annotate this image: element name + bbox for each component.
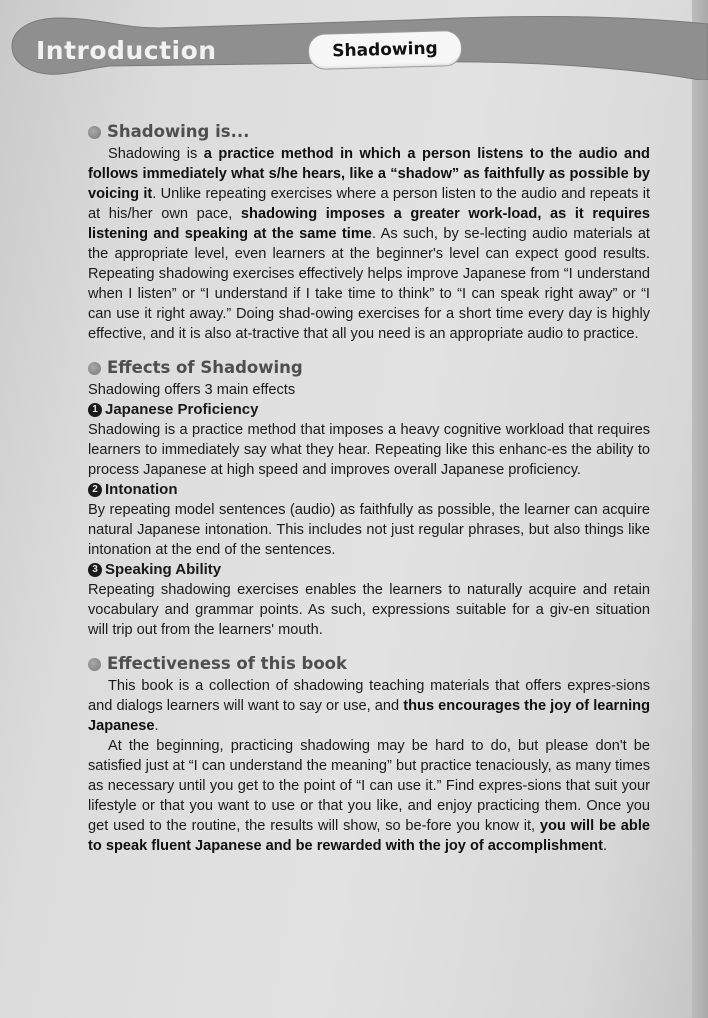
circle-bullet-icon — [88, 126, 101, 139]
section-heading — [88, 120, 650, 144]
circle-bullet-icon — [88, 658, 101, 671]
text-run: . As such, by se-lecting audio materials at the appropriate level, even learners at the beginner's level can expect good results. Repeating shadowing exercises effectively helps improve Japanese from “I understand when I listen” or “I understand if I take time to think” to “I can speak right away” or “I can use it right away.” Doing shad-owing exercises for a short time every day is highly effective, and it is also at-tractive that all you need is an appropriate audio to practice. — [88, 226, 650, 342]
effect-text: Shadowing is a practice method that imposes a heavy cognitive workload that requires learners to immediately say what they hear. Repeating like this enhanc-es the ability to process Japanese at high speed and improves overall Japanese proficiency. — [88, 422, 650, 478]
section-effectiveness — [88, 652, 650, 856]
effect-text: Repeating shadowing exercises enables the learners to naturally acquire and retain vocabulary and grammar points. As such, expressions suitable for a giv-en situation will trip out from the learners' mouth. — [88, 582, 650, 638]
emphasized-text: thus encourages the joy of learning Japanese — [88, 698, 651, 734]
text-run: At the beginning, practicing shadowing may be hard to do, but please don't be satisfied just at “I can understand the meaning” but practice tenaciously, as many times as necessary until you get to the point of “I can use it.” Find expres-sions that suit your lifestyle or that you want to use or that you like, and enjoy practicing them. Once you get used to the routine, the results will show, so be-fore you know it, — [88, 738, 650, 834]
effect-title: Intonation — [105, 481, 178, 498]
chapter-banner — [10, 10, 708, 80]
body-paragraph — [88, 676, 650, 736]
section-heading-text: Shadowing is... — [107, 122, 250, 141]
emphasized-text: shadowing imposes a greater work-load, as it requires listening and speaking at the same time — [88, 206, 650, 242]
text-run: . Unlike repeating exercises where a person listen to the audio and repeats it at his/her own pace, — [88, 186, 650, 222]
effect-title: Speaking Ability — [105, 561, 222, 578]
section-effects — [88, 356, 650, 640]
circle-bullet-icon — [88, 362, 101, 375]
effects-intro: Shadowing offers 3 main effects — [88, 382, 296, 398]
effect-title: Japanese Proficiency — [105, 401, 259, 418]
effect-text: By repeating model sentences (audio) as faithfully as possible, the learner can acquire natural Japanese intonation. This includes not just regular phrases, but also things like intonation at the end of the sentences. — [88, 502, 650, 558]
text-run: Shadowing is — [108, 146, 204, 162]
effect-heading — [88, 480, 650, 500]
number-3-icon: 3 — [88, 563, 102, 577]
text-run: . — [602, 838, 608, 854]
body-paragraph — [88, 736, 650, 856]
body-paragraph — [88, 144, 650, 344]
text-run: . — [154, 718, 159, 734]
page-content — [88, 120, 650, 856]
page-edge-shadow — [692, 0, 708, 1018]
section-heading — [88, 652, 650, 676]
emphasized-text: a practice method in which a person listens to the audio and follows immediately what s/he hears, like a “shadow” as faithfully as possible by voicing it — [88, 146, 650, 202]
chapter-title: Introduction — [36, 36, 217, 65]
emphasized-text: you will be able to speak fluent Japanese and be rewarded with the joy of accomplishment — [88, 818, 650, 854]
text-run: This book is a collection of shadowing teaching materials that offers expres-sions and dialogs learners will want to say or use, and — [88, 678, 650, 714]
section-tab — [308, 30, 463, 70]
number-1-icon: 1 — [88, 403, 102, 417]
section-heading-text: Effectiveness of this book — [107, 654, 347, 673]
effect-heading — [88, 400, 650, 420]
number-2-icon: 2 — [88, 483, 102, 497]
section-tab-label: Shadowing — [332, 38, 438, 62]
section-heading-text: Effects of Shadowing — [107, 358, 303, 377]
section-heading — [88, 356, 650, 380]
section-shadowing-is — [88, 120, 650, 344]
effect-heading — [88, 560, 650, 580]
